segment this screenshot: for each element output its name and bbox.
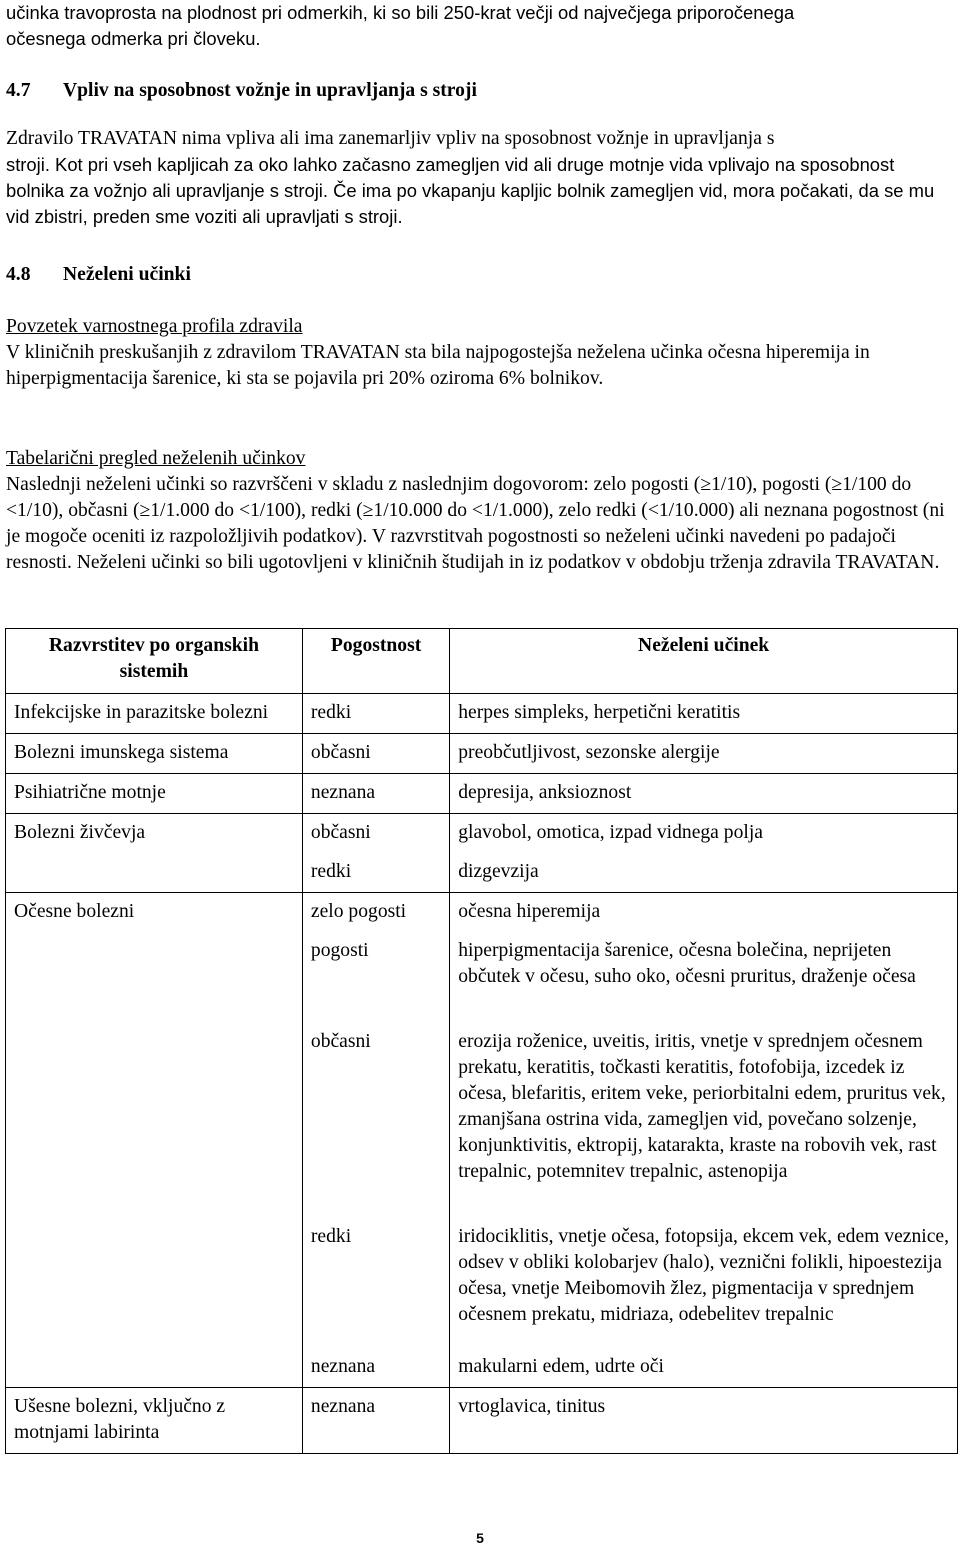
effect-cell: vrtoglavica, tinitus bbox=[450, 1388, 958, 1454]
table-row bbox=[6, 893, 958, 1388]
section-4-8-heading bbox=[6, 262, 956, 288]
organ-cell: Bolezni živčevja bbox=[6, 814, 303, 893]
effect-cell: depresija, anksioznost bbox=[450, 774, 958, 814]
effect-cell bbox=[450, 814, 958, 893]
effect-entry: dizgevzija bbox=[458, 861, 539, 882]
header-frequency: Pogostnost bbox=[302, 629, 449, 694]
effect-entry: očesna hiperemija bbox=[458, 901, 601, 922]
table-row bbox=[6, 774, 958, 814]
tabular-overview bbox=[6, 446, 956, 576]
adverse-effects-table bbox=[5, 628, 958, 1454]
frequency-cell: neznana bbox=[302, 1388, 449, 1454]
safety-summary bbox=[6, 314, 956, 392]
frequency-cell bbox=[302, 893, 449, 1388]
table-header-row bbox=[6, 629, 958, 694]
summary-text: V kliničnih preskušanjih z zdravilom TRAVATAN sta bila najpogostejša neželena učinka očesna hiperemija in hiperpigmentacija šarenice, ki sta se pojavila pri 20% oziroma 6% bolnikov. bbox=[6, 342, 870, 389]
intro-line-2: očesnega odmerka pri človeku. bbox=[6, 28, 261, 49]
frequency-entry: redki bbox=[310, 861, 352, 882]
table-row bbox=[6, 814, 958, 893]
section-4-7-serif-line: Zdravilo TRAVATAN nima vpliva ali ima zanemarljiv vpliv na sposobnost vožnje in upravljanja s bbox=[6, 128, 775, 149]
frequency-cell: občasni bbox=[302, 734, 449, 774]
effect-entry: erozija roženice, uveitis, iritis, vnetje v sprednjem očesnem prekatu, keratitis, točkasti keratitis, fotofobija, izcedek iz očesa, blefaritis, eritem veke, periorbitalni edem, pruritus vek, zmanjšana ostrina vida, zamegljen vid, povečano solzenje, konjunktivitis, ektropij, katarakta, kraste na robovih vek, rast trepalnic, potemnitev trepalnic, astenopija bbox=[458, 1031, 946, 1182]
effect-cell: preobčutljivost, sezonske alergije bbox=[450, 734, 958, 774]
frequency-cell bbox=[302, 814, 449, 893]
tabular-text: Naslednji neželeni učinki so razvrščeni v skladu z naslednjim dogovorom: zelo pogosti (≥1/10), pogosti (≥1/100 do <1/10), občasni (≥1/1.000 do <1/100), redki (≥1/10.000 do <1/1.000), zelo redki (<1/10.000) ali neznana pogostnost (ni je mogoče oceniti iz razpoložljivih podatkov). V razvrstitvah pogostnosti so neželeni učinki navedeni po padajoči resnosti. Neželeni učinki so bili ugotovljeni v kliničnih študijah in iz podatkov v obdobju trženja zdravila TRAVATAN. bbox=[6, 474, 945, 573]
frequency-entry: redki bbox=[310, 1226, 352, 1247]
effect-cell bbox=[450, 893, 958, 1388]
table-row bbox=[6, 734, 958, 774]
section-4-7-heading bbox=[6, 78, 956, 104]
frequency-entry: pogosti bbox=[310, 940, 369, 961]
effect-cell: herpes simpleks, herpetični keratitis bbox=[450, 694, 958, 734]
section-number: 4.7 bbox=[6, 80, 31, 101]
frequency-entry: zelo pogosti bbox=[310, 901, 407, 922]
section-title: Neželeni učinki bbox=[63, 264, 191, 285]
section-title: Vpliv na sposobnost vožnje in upravljanja s stroji bbox=[63, 80, 477, 101]
frequency-cell: neznana bbox=[302, 774, 449, 814]
header-adverse-effect: Neželeni učinek bbox=[450, 629, 958, 694]
table-row bbox=[6, 1388, 958, 1454]
frequency-entry: občasni bbox=[310, 1031, 371, 1052]
organ-cell: Očesne bolezni bbox=[6, 893, 303, 1388]
frequency-cell: redki bbox=[302, 694, 449, 734]
section-number: 4.8 bbox=[6, 264, 31, 285]
organ-cell: Infekcijske in parazitske bolezni bbox=[6, 694, 303, 734]
organ-cell: Psihiatrične motnje bbox=[6, 774, 303, 814]
effect-entry: makularni edem, udrte oči bbox=[458, 1356, 664, 1377]
intro-paragraph bbox=[6, 0, 956, 52]
effect-entry: iridociklitis, vnetje očesa, fotopsija, ekcem vek, edem veznice, odsev v obliki kolobarjev (halo), veznični folikli, hipoestezija očesa, vnetje Meibomovih žlez, pigmentacija v sprednjem očesnem prekatu, midriaza, odebelitev trepalnic bbox=[458, 1226, 950, 1325]
organ-cell: Bolezni imunskega sistema bbox=[6, 734, 303, 774]
table-row bbox=[6, 694, 958, 734]
intro-line-1: učinka travoprosta na plodnost pri odmerkih, ki so bili 250-krat večji od največjega priporočenega bbox=[6, 2, 795, 23]
organ-cell: Ušesne bolezni, vključno z motnjami labirinta bbox=[6, 1388, 303, 1454]
effect-entry: glavobol, omotica, izpad vidnega polja bbox=[458, 822, 763, 843]
summary-heading: Povzetek varnostnega profila zdravila bbox=[6, 316, 303, 337]
frequency-entry: občasni bbox=[310, 822, 371, 843]
frequency-entry: neznana bbox=[310, 1356, 376, 1377]
page-number: 5 bbox=[476, 1530, 484, 1546]
section-4-7-text bbox=[6, 126, 956, 230]
header-organ-class: Razvrstitev po organskih sistemih bbox=[6, 629, 303, 694]
tabular-heading: Tabelarični pregled neželenih učinkov bbox=[6, 448, 306, 469]
effect-entry: hiperpigmentacija šarenice, očesna bolečina, neprijeten občutek v očesu, suho oko, očesni pruritus, draženje očesa bbox=[458, 940, 916, 987]
section-4-7-sans-text: stroji. Kot pri vseh kapljicah za oko lahko začasno zamegljen vid ali druge motnje vida vplivajo na sposobnost bolnika za vožnjo ali upravljanje s stroji. Če ima po vkapanju kapljic bolnik zamegljen vid, mora počakati, da se mu vid zbistri, preden sme voziti ali upravljati s stroji. bbox=[6, 154, 935, 227]
